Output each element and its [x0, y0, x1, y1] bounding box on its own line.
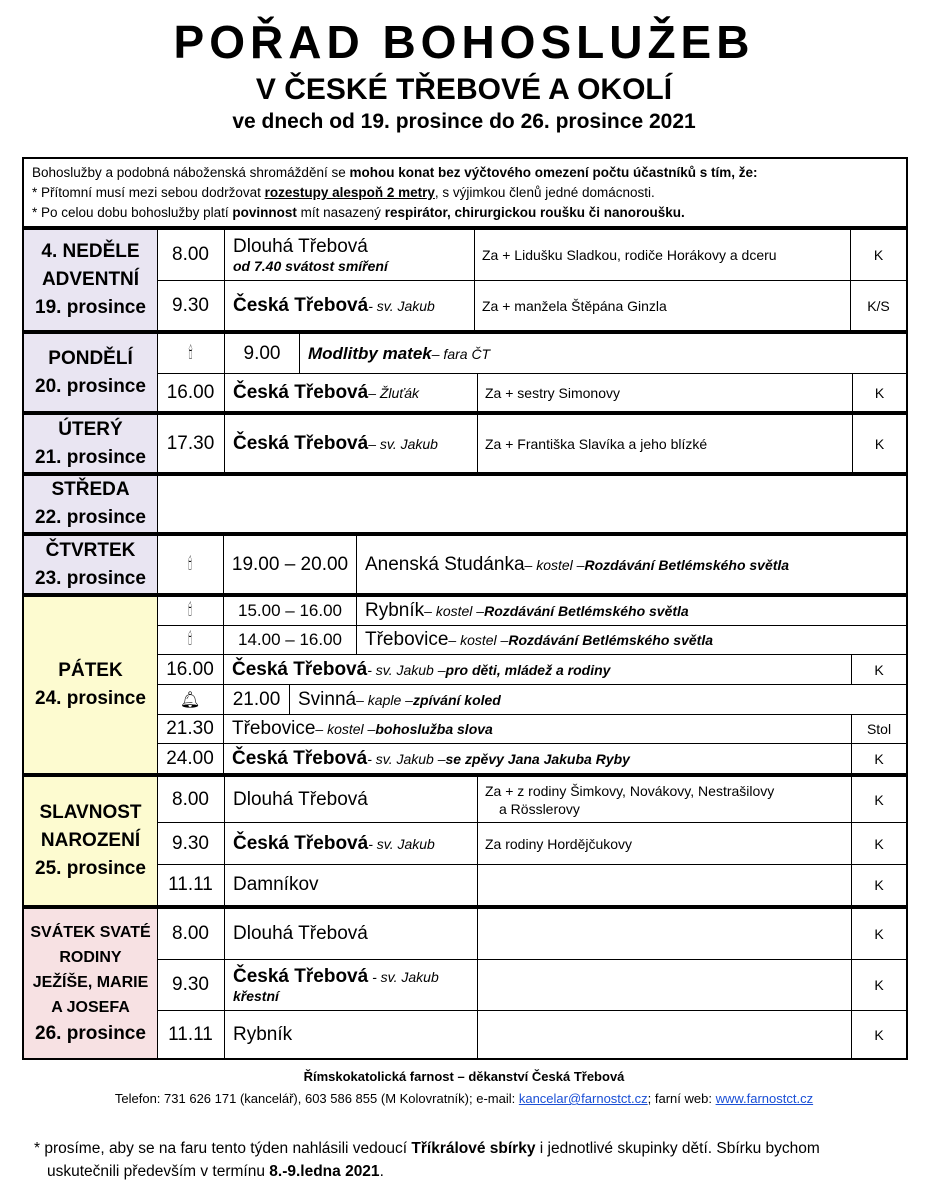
day-name: NAROZENÍ: [40, 830, 141, 851]
service-place: [223, 655, 851, 684]
service-time: 9.30: [172, 974, 209, 995]
table-row: [157, 536, 906, 593]
notice-emphasis: povinnost: [232, 205, 297, 220]
notice-text: mít nasazený: [296, 205, 385, 220]
service-time: 19.00 – 20.00: [223, 536, 356, 593]
place-name: Česká Třebová: [233, 966, 369, 987]
note-emphasis: 8.-9.ledna 2021: [269, 1163, 380, 1180]
celebrant-code: K: [852, 415, 906, 472]
place-name: Česká Třebová: [233, 381, 369, 403]
event-location: – kaple –: [356, 691, 413, 708]
notice-emphasis: mohou konat bez výčtového omezení počtu účastníků s tím, že:: [349, 165, 758, 180]
day-section-wed22: [22, 474, 908, 534]
event-location: – kostel –: [524, 556, 585, 573]
table-row: [157, 655, 906, 685]
celebrant-code: K: [851, 777, 906, 822]
place-name: Česká Třebová: [232, 658, 368, 680]
celebrant-code: K: [851, 909, 906, 959]
service-time: 24.00: [166, 747, 214, 769]
intention-line: a Rösslerovy: [499, 800, 580, 817]
place-name: Česká Třebová: [232, 747, 368, 769]
day-name: 4. NEDĚLE: [41, 241, 140, 262]
church-name: - sv. Jakub: [368, 969, 439, 985]
event-name: se zpěvy Jana Jakuba Ryby: [445, 750, 630, 767]
mass-intention: Za + Františka Slavíka a jeho blízké: [477, 415, 852, 472]
confession-note: od 7.40 svátost smíření: [233, 258, 388, 274]
day-name: PONDĚLÍ: [48, 347, 133, 369]
day-name: JEŽÍŠE, MARIE: [32, 973, 149, 991]
mass-intention: [477, 1011, 851, 1058]
mass-intention: [477, 909, 851, 959]
place-name: Třebovice: [365, 629, 449, 650]
service-place: [356, 626, 906, 654]
day-date: 26. prosince: [35, 1022, 146, 1044]
church-name: – Žluťák: [368, 384, 420, 401]
event-name: zpívání koled: [412, 691, 501, 708]
table-row: [157, 777, 906, 823]
day-label: [24, 334, 158, 411]
candle-icon: 🕯: [187, 555, 193, 573]
celebrant-code: Stol: [851, 715, 906, 743]
date-range: ve dnech od 19. prosince do 26. prosince 2021: [232, 110, 696, 133]
celebrant-code: K: [851, 865, 906, 905]
service-place: Dlouhá Třebová: [224, 777, 477, 822]
service-time: 17.30: [166, 432, 215, 454]
notice-emphasis: respirátor, chirurgickou roušku či nanoroušku.: [384, 205, 685, 220]
mass-intention: [477, 777, 851, 822]
table-row: [157, 281, 906, 330]
day-date: 22. prosince: [35, 507, 146, 528]
event-name: Rozdávání Betlémského světla: [584, 556, 790, 573]
mass-intention: [477, 865, 851, 905]
service-time: 8.00: [172, 244, 209, 265]
day-label: [24, 415, 158, 472]
service-place: [224, 960, 477, 1010]
mass-intention: Za + Lidušku Sladkou, rodiče Horákovy a dceru: [474, 230, 850, 280]
note-text: uskutečnili především v termínu: [47, 1163, 270, 1180]
celebrant-code: K/S: [850, 281, 906, 330]
day-name: ADVENTNÍ: [41, 269, 140, 290]
table-row: [157, 1011, 906, 1058]
service-place: [224, 374, 477, 411]
day-section-sat25: [22, 775, 908, 907]
celebrant-code: K: [851, 655, 906, 684]
contact-text: Telefon: 731 626 171 (kancelář), 603 586 855 (M Kolovratník); e-mail:: [114, 1091, 519, 1106]
day-section-tue21: [22, 413, 908, 474]
place-name: Česká Třebová: [233, 832, 369, 854]
service-time: 14.00 – 16.00: [223, 626, 356, 654]
table-row: [157, 744, 906, 773]
service-place: [224, 415, 477, 472]
day-name: A JOSEFA: [51, 998, 130, 1016]
service-place: [356, 536, 906, 593]
event-location: – fara ČT: [431, 345, 491, 362]
service-place: [223, 744, 851, 773]
notice-text: , s výjimkou členů jedné domácnosti.: [434, 185, 655, 200]
page-subtitle: V ČESKÉ TŘEBOVÉ A OKOLÍ: [255, 73, 673, 106]
note-text: i jednotlivé skupinky dětí. Sbírku bychom: [535, 1140, 820, 1157]
service-place: [299, 334, 906, 373]
celebrant-code: K: [851, 1011, 906, 1058]
celebrant-code: K: [850, 230, 906, 280]
event-location: – kostel –: [315, 721, 376, 737]
footnote: [34, 1137, 914, 1183]
place-name: Dlouhá Třebová: [233, 236, 368, 257]
table-row: [157, 597, 906, 626]
parish-name: Římskokatolická farnost – děkanství Česká Třebová: [303, 1069, 625, 1084]
service-time: 9.30: [172, 832, 209, 854]
mass-intention: Za + sestry Simonovy: [477, 374, 852, 411]
service-place: Damníkov: [224, 865, 477, 905]
service-place: [224, 823, 477, 864]
bell-icon: 🔔︎: [179, 691, 201, 709]
service-time: 9.00: [224, 334, 299, 373]
day-label: [24, 597, 158, 773]
service-time: 11.11: [168, 1023, 213, 1045]
mass-intention: [477, 960, 851, 1010]
day-name: ÚTERÝ: [58, 418, 123, 440]
contact-line: [0, 1091, 928, 1106]
place-name: Česká Třebová: [233, 294, 369, 316]
place-name: Česká Třebová: [233, 432, 369, 454]
page-title: POŘAD BOHOSLUŽEB: [173, 16, 755, 68]
event-name: Modlitby matek: [308, 343, 432, 363]
day-date: 20. prosince: [35, 375, 146, 397]
day-name: SLAVNOST: [39, 802, 142, 823]
event-name: Rozdávání Betlémského světla: [508, 632, 713, 648]
service-place: Rybník: [224, 1011, 477, 1058]
event-name: bohoslužba slova: [375, 721, 493, 737]
day-label: [24, 777, 158, 905]
table-row: [157, 909, 906, 960]
baptism-note: křestní: [233, 988, 279, 1004]
place-name: Svinná: [298, 688, 357, 710]
note-text: * prosíme, aby se na faru tento týden nahlásili vedoucí: [34, 1140, 412, 1157]
table-row: [157, 823, 906, 865]
notice-text: * Po celou dobu bohoslužby platí: [32, 205, 233, 220]
table-row: [157, 865, 906, 905]
table-row: [157, 334, 906, 374]
celebrant-code: K: [851, 960, 906, 1010]
table-row: [157, 415, 906, 472]
day-section-fri24: [22, 595, 908, 775]
service-time: 8.00: [172, 788, 209, 810]
celebrant-code: K: [852, 374, 906, 411]
service-time: 15.00 – 16.00: [223, 597, 356, 625]
candle-icon: 🕯: [187, 602, 193, 619]
day-label: [24, 909, 158, 1058]
service-time: 16.00: [166, 381, 215, 403]
service-time: 9.30: [172, 294, 209, 316]
day-label: [24, 230, 158, 330]
table-row: [157, 626, 906, 655]
covid-notice: [22, 157, 908, 228]
church-name: – sv. Jakub: [368, 435, 438, 452]
church-name: - sv. Jakub –: [367, 661, 446, 678]
event-name: pro děti, mládež a rodiny: [445, 661, 611, 678]
web-link[interactable]: www.farnostct.cz: [715, 1091, 814, 1106]
table-row: [157, 230, 906, 281]
service-place: [356, 597, 906, 625]
service-place: [224, 230, 474, 280]
event-location: – kostel –: [448, 632, 509, 648]
service-place: [223, 715, 851, 743]
email-link[interactable]: kancelar@farnostct.cz: [518, 1091, 648, 1106]
service-time: 21.30: [166, 718, 214, 739]
day-section-sun26: [22, 907, 908, 1060]
church-name: - sv. Jakub: [368, 835, 435, 852]
service-place: [289, 685, 906, 714]
notice-text: * Přítomní musí mezi sebou dodržovat: [32, 185, 265, 200]
contact-text: ; farní web:: [647, 1091, 716, 1106]
service-place: [224, 281, 474, 330]
service-time: 16.00: [166, 658, 214, 680]
mass-intention: Za + manžela Štěpána Ginzla: [474, 281, 850, 330]
day-name: PÁTEK: [58, 660, 123, 681]
church-name: - sv. Jakub: [368, 297, 435, 314]
event-name: Rozdávání Betlémského světla: [484, 603, 689, 619]
table-row: [157, 374, 906, 411]
table-row: [157, 960, 906, 1011]
note-text: .: [379, 1163, 384, 1180]
day-name: SVÁTEK SVATÉ: [30, 923, 151, 941]
table-row: [157, 685, 906, 715]
event-location: – kostel –: [424, 603, 485, 619]
day-date: 24. prosince: [35, 688, 146, 709]
day-name: RODINY: [59, 948, 122, 966]
day-section-sun19: [22, 228, 908, 332]
day-date: 25. prosince: [35, 858, 146, 879]
church-name: - sv. Jakub –: [367, 750, 446, 767]
table-row: [157, 715, 906, 744]
celebrant-code: K: [851, 823, 906, 864]
day-date: 23. prosince: [35, 567, 146, 589]
candle-icon: 🕯: [187, 631, 193, 648]
place-name: Anenská Studánka: [365, 553, 525, 575]
notice-text: Bohoslužby a podobná náboženská shromáždění se: [32, 165, 350, 180]
service-time: 21.00: [223, 685, 289, 714]
mass-intention: Za rodiny Hordějčukovy: [477, 823, 851, 864]
notice-distance: rozestupy alespoň 2 metry: [264, 185, 435, 200]
service-time: 8.00: [172, 923, 209, 944]
day-section-thu23: [22, 534, 908, 595]
note-emphasis: Tříkrálové sbírky: [411, 1140, 536, 1157]
service-place: Dlouhá Třebová: [224, 909, 477, 959]
service-time: 11.11: [168, 874, 213, 895]
candle-icon: 🕯: [188, 344, 193, 362]
celebrant-code: K: [851, 744, 906, 773]
day-date: 19. prosince: [35, 297, 146, 318]
day-label: [24, 536, 158, 593]
day-name: ČTVRTEK: [45, 539, 136, 561]
day-date: 21. prosince: [35, 446, 146, 468]
day-label: [24, 476, 158, 532]
place-name: Třebovice: [232, 718, 316, 739]
day-section-mon20: [22, 332, 908, 413]
day-name: STŘEDA: [51, 479, 130, 500]
intention-line: Za + z rodiny Šimkovy, Novákovy, Nestrašilovy: [485, 782, 775, 799]
place-name: Rybník: [365, 600, 425, 621]
